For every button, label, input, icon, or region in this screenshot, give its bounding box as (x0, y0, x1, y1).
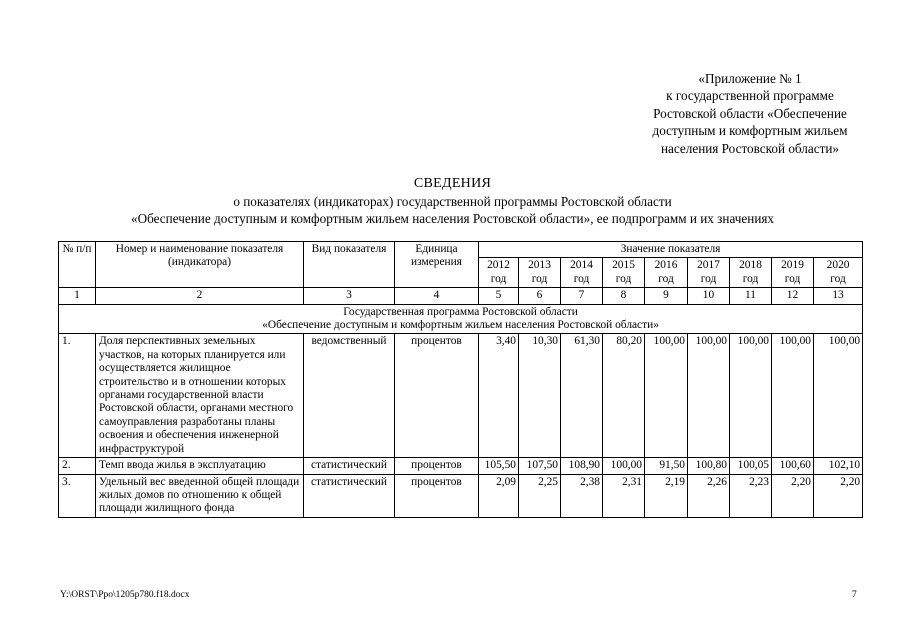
row-unit: процентов (395, 334, 479, 458)
row-type: ведомственный (304, 334, 395, 458)
row-unit: процентов (395, 474, 479, 517)
year-suffix: год (784, 272, 801, 285)
year-cell (603, 258, 645, 288)
year-value: 2020 (826, 259, 850, 272)
header-row (59, 242, 863, 258)
row-value: 2,09 (479, 474, 519, 517)
appendix-line: населения Ростовской области» (660, 140, 840, 156)
section-line-1: Государственная программа Ростовской области (343, 305, 578, 318)
row-value: 100,05 (730, 458, 772, 474)
year-suffix: год (573, 272, 590, 285)
row-value: 2,19 (645, 474, 688, 517)
year-value: 2019 (781, 259, 804, 272)
appendix-line: доступным и комфортным жильем (652, 123, 848, 139)
header-value: Значение показателя (479, 242, 863, 258)
row-value: 3,40 (479, 334, 519, 458)
year-cell (519, 258, 561, 288)
column-number: 2 (96, 288, 304, 304)
row-value: 100,80 (688, 458, 730, 474)
column-number: 4 (395, 288, 479, 304)
year-value: 2017 (697, 259, 720, 272)
row-value: 100,00 (814, 334, 863, 458)
appendix-header (620, 70, 880, 157)
title-line-2: «Обеспечение доступным и комфортным жильем населения Ростовской области», ее подпрограмм и их значениях (130, 211, 775, 226)
table-row (59, 474, 863, 517)
row-value: 10,30 (519, 334, 561, 458)
year-cell (645, 258, 688, 288)
column-numbers-row (59, 288, 863, 304)
indicators-table (58, 241, 863, 518)
year-suffix: год (830, 272, 846, 285)
section-row (59, 304, 863, 334)
row-type: статистический (304, 458, 395, 474)
column-number: 1 (59, 288, 96, 304)
column-number: 8 (603, 288, 645, 304)
column-number: 9 (645, 288, 688, 304)
row-name: Темп ввода жилья в эксплуатацию (96, 458, 304, 474)
document-title (0, 175, 905, 228)
header-unit: Единица измерения (395, 242, 479, 288)
year-suffix: год (658, 272, 674, 285)
row-value: 102,10 (814, 458, 863, 474)
row-value: 91,50 (645, 458, 688, 474)
year-cell (772, 258, 814, 288)
year-suffix: год (700, 272, 717, 285)
column-number: 5 (479, 288, 519, 304)
row-name: Доля перспективных земельных участков, на которых планируется или осуществляется жилищное строительство и в отношении которых органами государственной власти Ростовской области, органами местного самоуправления разработаны планы освоения и обеспечения инженерной инфраструктурой (96, 334, 304, 458)
row-value: 80,20 (603, 334, 645, 458)
row-value: 2,20 (814, 474, 863, 517)
appendix-line: «Приложение № 1 (698, 71, 802, 86)
row-value: 100,00 (772, 334, 814, 458)
year-value: 2015 (612, 259, 635, 272)
row-num: 1. (59, 334, 96, 458)
title-line-1: о показателях (индикаторах) государственной программы Ростовской области (233, 193, 672, 209)
row-num: 3. (59, 474, 96, 517)
year-suffix: год (615, 272, 632, 285)
section-title (59, 304, 863, 334)
year-value: 2012 (487, 259, 510, 272)
column-number: 3 (304, 288, 395, 304)
header-num: № п/п (59, 242, 96, 288)
year-suffix: год (531, 272, 548, 285)
year-value: 2014 (570, 259, 593, 272)
year-value: 2013 (528, 259, 551, 272)
table-row (59, 334, 863, 458)
year-cell (814, 258, 863, 288)
appendix-line: Ростовской области «Обеспечение (653, 105, 847, 121)
year-value: 2018 (739, 259, 762, 272)
row-value: 100,00 (603, 458, 645, 474)
row-value: 2,31 (603, 474, 645, 517)
column-number: 7 (561, 288, 603, 304)
row-value: 2,20 (772, 474, 814, 517)
header-type: Вид показателя (304, 242, 395, 288)
year-value: 2016 (654, 259, 678, 272)
row-value: 107,50 (519, 458, 561, 474)
row-value: 105,50 (479, 458, 519, 474)
row-value: 2,38 (561, 474, 603, 517)
year-suffix: год (742, 272, 759, 285)
row-value: 61,30 (561, 334, 603, 458)
title-main: СВЕДЕНИЯ (413, 176, 492, 191)
footer-file-path: Y:\ORST\Ppo\1205p780.f18.docx (60, 590, 190, 600)
row-name: Удельный вес введенной общей площади жилых домов по отношению к общей площади жилищного фонда (96, 474, 304, 517)
appendix-line: к государственной программе (666, 88, 834, 104)
row-num: 2. (59, 458, 96, 474)
row-value: 2,25 (519, 474, 561, 517)
year-suffix: год (490, 272, 507, 285)
row-value: 100,00 (688, 334, 730, 458)
column-number: 13 (814, 288, 863, 304)
year-cell (479, 258, 519, 288)
row-value: 100,00 (730, 334, 772, 458)
year-cell (730, 258, 772, 288)
page-number: 7 (852, 590, 857, 600)
year-cell (561, 258, 603, 288)
table-row (59, 458, 863, 474)
section-line-2: «Обеспечение доступным и комфортным жильем населения Ростовской области» (262, 319, 659, 332)
row-value: 2,23 (730, 474, 772, 517)
column-number: 6 (519, 288, 561, 304)
row-value: 100,00 (645, 334, 688, 458)
year-cell (688, 258, 730, 288)
row-value: 2,26 (688, 474, 730, 517)
column-number: 11 (730, 288, 772, 304)
column-number: 10 (688, 288, 730, 304)
row-value: 108,90 (561, 458, 603, 474)
header-name: Номер и наименование показателя (индикатора) (96, 242, 304, 288)
row-type: статистический (304, 474, 395, 517)
row-unit: процентов (395, 458, 479, 474)
column-number: 12 (772, 288, 814, 304)
row-value: 100,60 (772, 458, 814, 474)
